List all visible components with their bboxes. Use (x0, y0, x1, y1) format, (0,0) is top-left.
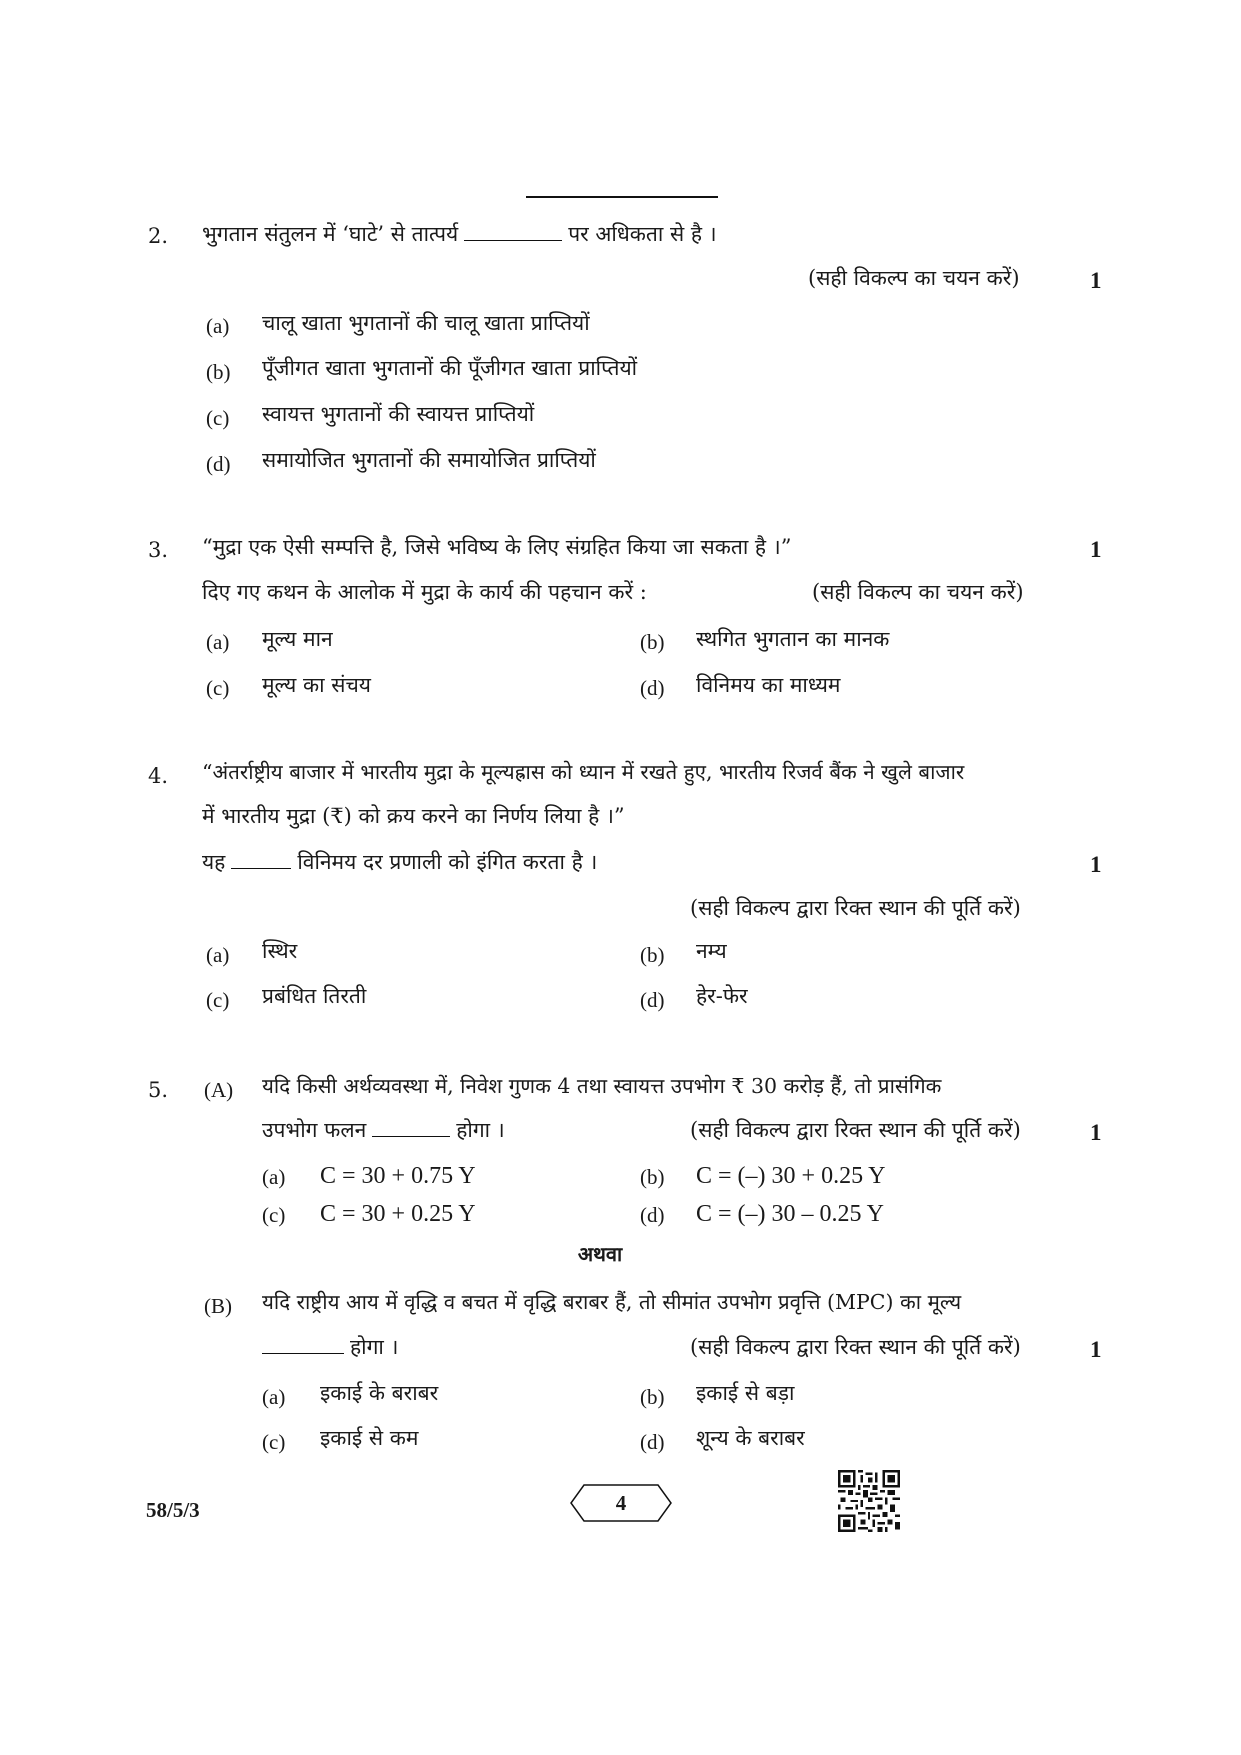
q5b-option-b-label: (b) (640, 1385, 665, 1409)
paper-code: 58/5/3 (146, 1498, 200, 1522)
q3-option-c-text: मूल्य का संचय (262, 673, 371, 697)
top-rule (526, 196, 718, 198)
q2-option-c-label: (c) (206, 406, 230, 430)
q4-stem-start: यह (202, 850, 226, 874)
q5b-option-d-label: (d) (640, 1430, 665, 1454)
q4-stem-end: विनिमय दर प्रणाली को इंगित करता है । (297, 850, 598, 874)
q4-option-b-label: (b) (640, 943, 665, 967)
or-separator: अथवा (577, 1242, 623, 1266)
q4-option-d-label: (d) (640, 988, 665, 1012)
q5a-instruction: (सही विकल्प द्वारा रिक्त स्थान की पूर्ति करें) (690, 1118, 1021, 1142)
q5b-line2-end: होगा । (350, 1335, 399, 1359)
q4-quote-line1: “अंतर्राष्ट्रीय बाजार में भारतीय मुद्रा के मूल्यह्रास को ध्यान में रखते हुए, भारतीय रिजर्व बैंक ने खुले बाजार (202, 760, 965, 784)
q4-blank (231, 866, 291, 869)
q5a-option-b-label: (b) (640, 1165, 665, 1189)
qr-code-icon (838, 1470, 900, 1532)
q2-option-b-text: पूँजीगत खाता भुगतानों की पूँजीगत खाता प्राप्तियों (262, 356, 638, 380)
q5b-option-b-text: इकाई से बड़ा (696, 1381, 795, 1405)
q3-option-b-text: स्थगित भुगतान का मानक (696, 627, 890, 651)
q2-instruction: (सही विकल्प का चयन करें) (808, 266, 1020, 290)
q5b-marks: 1 (1090, 1337, 1102, 1362)
q3-marks: 1 (1090, 537, 1102, 562)
q4-stem (202, 852, 597, 873)
q5a-option-b-text: C = (–) 30 + 0.25 Y (696, 1163, 886, 1189)
q3-option-d-text: विनिमय का माध्यम (696, 673, 841, 697)
q5b-line1: यदि राष्ट्रीय आय में वृद्धि व बचत में वृद्धि बराबर हैं, तो सीमांत उपभोग प्रवृत्ति (MPC) का मूल्य (262, 1290, 962, 1314)
q2-stem-end: पर अधिकता से है । (568, 222, 717, 246)
q4-option-c-text: प्रबंधित तिरती (262, 984, 367, 1008)
q5b-blank (262, 1351, 344, 1354)
q4-instruction: (सही विकल्प द्वारा रिक्त स्थान की पूर्ति करें) (690, 896, 1021, 920)
q2-stem (202, 224, 717, 245)
q4-option-a-label: (a) (206, 943, 230, 967)
q5a-label: (A) (204, 1078, 234, 1102)
q5b-option-c-label: (c) (262, 1430, 286, 1454)
q4-marks: 1 (1090, 852, 1102, 877)
q5a-marks: 1 (1090, 1120, 1102, 1145)
q5-number: 5. (148, 1078, 169, 1102)
q4-option-d-text: हेर-फेर (696, 984, 748, 1008)
q2-stem-start: भुगतान संतुलन में ‘घाटे’ से तात्पर्य (202, 222, 459, 246)
q5b-line2 (262, 1337, 399, 1358)
q3-stem: दिए गए कथन के आलोक में मुद्रा के कार्य की पहचान करें : (202, 580, 647, 604)
q3-quote: “मुद्रा एक ऐसी सम्पत्ति है, जिसे भविष्य के लिए संग्रहित किया जा सकता है ।” (202, 535, 792, 559)
q5b-option-a-label: (a) (262, 1385, 286, 1409)
page-number-badge (570, 1484, 672, 1522)
q5b-option-a-text: इकाई के बराबर (320, 1381, 439, 1405)
q5a-line2-start: उपभोग फलन (262, 1118, 367, 1142)
q2-number: 2. (148, 224, 169, 248)
q3-instruction: (सही विकल्प का चयन करें) (812, 580, 1024, 604)
q2-blank (464, 238, 562, 241)
q5a-option-d-text: C = (–) 30 – 0.25 Y (696, 1201, 884, 1227)
q4-option-b-text: नम्य (696, 939, 727, 963)
q3-option-a-text: मूल्य मान (262, 627, 333, 651)
q5b-instruction: (सही विकल्प द्वारा रिक्त स्थान की पूर्ति करें) (690, 1335, 1021, 1359)
q5b-label: (B) (204, 1294, 232, 1318)
q4-number: 4. (148, 764, 169, 788)
q5a-option-a-text: C = 30 + 0.75 Y (320, 1163, 476, 1189)
page-number: 4 (615, 1491, 627, 1515)
q5a-line1: यदि किसी अर्थव्यवस्था में, निवेश गुणक 4 तथा स्वायत्त उपभोग ₹ 30 करोड़ हैं, तो प्रासंगिक (262, 1074, 942, 1098)
q3-option-a-label: (a) (206, 630, 230, 654)
q5a-blank (372, 1134, 450, 1137)
q3-option-b-label: (b) (640, 630, 665, 654)
q5a-option-a-label: (a) (262, 1165, 286, 1189)
q2-option-d-label: (d) (206, 452, 231, 476)
q2-option-c-text: स्वायत्त भुगतानों की स्वायत्त प्राप्तियों (262, 402, 535, 426)
q2-option-a-text: चालू खाता भुगतानों की चालू खाता प्राप्तियों (262, 311, 590, 335)
q4-quote-line2: में भारतीय मुद्रा (₹) को क्रय करने का निर्णय लिया है ।” (202, 804, 625, 828)
q3-option-c-label: (c) (206, 676, 230, 700)
q5b-option-d-text: शून्य के बराबर (696, 1426, 805, 1450)
q5a-option-c-text: C = 30 + 0.25 Y (320, 1201, 476, 1227)
q4-option-a-text: स्थिर (262, 939, 298, 963)
q5a-line2-end: होगा । (456, 1118, 505, 1142)
q2-option-d-text: समायोजित भुगतानों की समायोजित प्राप्तियों (262, 448, 596, 472)
q5a-option-d-label: (d) (640, 1203, 665, 1227)
q2-option-a-label: (a) (206, 314, 230, 338)
q4-option-c-label: (c) (206, 988, 230, 1012)
q2-marks: 1 (1090, 268, 1102, 293)
q3-number: 3. (148, 538, 169, 562)
q2-option-b-label: (b) (206, 360, 231, 384)
q5b-option-c-text: इकाई से कम (320, 1426, 419, 1450)
q5a-line2 (262, 1120, 505, 1141)
q3-option-d-label: (d) (640, 676, 665, 700)
q5a-option-c-label: (c) (262, 1203, 286, 1227)
